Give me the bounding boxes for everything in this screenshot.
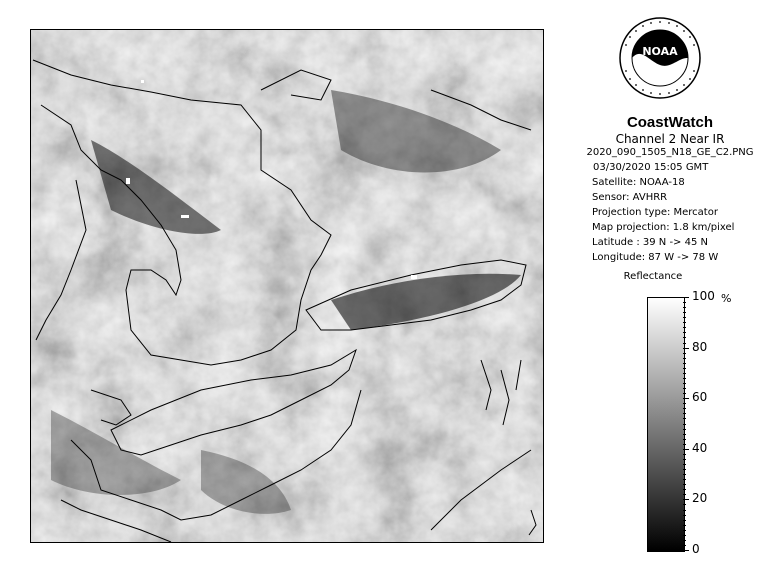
- colorbar-minor-tick: [683, 429, 686, 430]
- image-metadata: [560, 114, 780, 265]
- colorbar-minor-tick: [683, 378, 686, 379]
- colorbar-tick-label: 60: [692, 390, 708, 404]
- colorbar-tick-label: 0: [692, 542, 700, 556]
- colorbar-minor-tick: [683, 474, 686, 475]
- colorbar-minor-tick: [683, 403, 686, 404]
- cloud-imagery: [31, 30, 543, 542]
- noaa-seal-icon: [619, 17, 701, 99]
- colorbar-minor-tick: [683, 504, 686, 505]
- colorbar-minor-tick: [683, 373, 686, 374]
- colorbar-minor-tick: [683, 317, 686, 318]
- colorbar-minor-tick: [683, 469, 686, 470]
- colorbar-minor-tick: [683, 302, 686, 303]
- colorbar-minor-tick: [683, 327, 686, 328]
- colorbar-minor-tick: [683, 312, 686, 313]
- colorbar-minor-tick: [683, 363, 686, 364]
- longitude: Longitude: 87 W -> 78 W: [592, 252, 719, 263]
- colorbar-minor-tick: [683, 525, 686, 526]
- colorbar-minor-tick: [683, 489, 686, 490]
- colorbar-tick-label: 40: [692, 441, 708, 455]
- colorbar-tick: [683, 348, 689, 349]
- colorbar-minor-tick: [683, 307, 686, 308]
- colorbar-tick: [683, 499, 689, 500]
- sensor: Sensor: AVHRR: [592, 192, 668, 203]
- colorbar-minor-tick: [683, 413, 686, 414]
- colorbar-minor-tick: [683, 530, 686, 531]
- colorbar-minor-tick: [683, 322, 686, 323]
- colorbar-minor-tick: [683, 408, 686, 409]
- colorbar-minor-tick: [683, 484, 686, 485]
- colorbar-minor-tick: [683, 393, 686, 394]
- colorbar-tick: [683, 550, 689, 551]
- colorbar-minor-tick: [683, 520, 686, 521]
- colorbar-minor-tick: [683, 358, 686, 359]
- satellite-image: [30, 29, 544, 543]
- colorbar-ticks: [683, 289, 743, 556]
- noaa-logo: [619, 17, 701, 99]
- colorbar-minor-tick: [683, 545, 686, 546]
- colorbar-tick-label: 80: [692, 340, 708, 354]
- colorbar-title: Reflectance: [623, 271, 683, 282]
- projection-type: Projection type: Mercator: [592, 207, 718, 218]
- colorbar-minor-tick: [683, 515, 686, 516]
- colorbar-minor-tick: [683, 479, 686, 480]
- logo-text: NOAA: [642, 45, 678, 58]
- colorbar-tick: [683, 398, 689, 399]
- colorbar-minor-tick: [683, 353, 686, 354]
- colorbar-minor-tick: [683, 535, 686, 536]
- colorbar-tick: [683, 449, 689, 450]
- colorbar-minor-tick: [683, 444, 686, 445]
- colorbar-minor-tick: [683, 540, 686, 541]
- colorbar-minor-tick: [683, 418, 686, 419]
- title: CoastWatch: [626, 114, 714, 131]
- colorbar-tick: [683, 297, 689, 298]
- colorbar-minor-tick: [683, 388, 686, 389]
- reflectance-colorbar: [647, 297, 685, 552]
- colorbar-minor-tick: [683, 332, 686, 333]
- colorbar-minor-tick: [683, 494, 686, 495]
- colorbar-minor-tick: [683, 368, 686, 369]
- latitude: Latitude : 39 N -> 45 N: [592, 237, 708, 248]
- colorbar-minor-tick: [683, 343, 686, 344]
- colorbar-minor-tick: [683, 464, 686, 465]
- filename: 2020_090_1505_N18_GE_C2.PNG: [586, 147, 754, 158]
- colorbar-minor-tick: [683, 510, 686, 511]
- colorbar-tick-label: 20: [692, 491, 708, 505]
- satellite: Satellite: NOAA-18: [592, 177, 685, 188]
- colorbar-minor-tick: [683, 439, 686, 440]
- channel-label: Channel 2 Near IR: [615, 132, 725, 146]
- colorbar-minor-tick: [683, 337, 686, 338]
- colorbar-minor-tick: [683, 424, 686, 425]
- map-projection: Map projection: 1.8 km/pixel: [592, 222, 735, 233]
- colorbar-minor-tick: [683, 434, 686, 435]
- colorbar-minor-tick: [683, 454, 686, 455]
- colorbar-unit: %: [721, 292, 732, 305]
- date-time: 03/30/2020 15:05 GMT: [593, 162, 709, 173]
- colorbar-tick-label: 100: [692, 289, 715, 303]
- colorbar-minor-tick: [683, 459, 686, 460]
- colorbar-minor-tick: [683, 383, 686, 384]
